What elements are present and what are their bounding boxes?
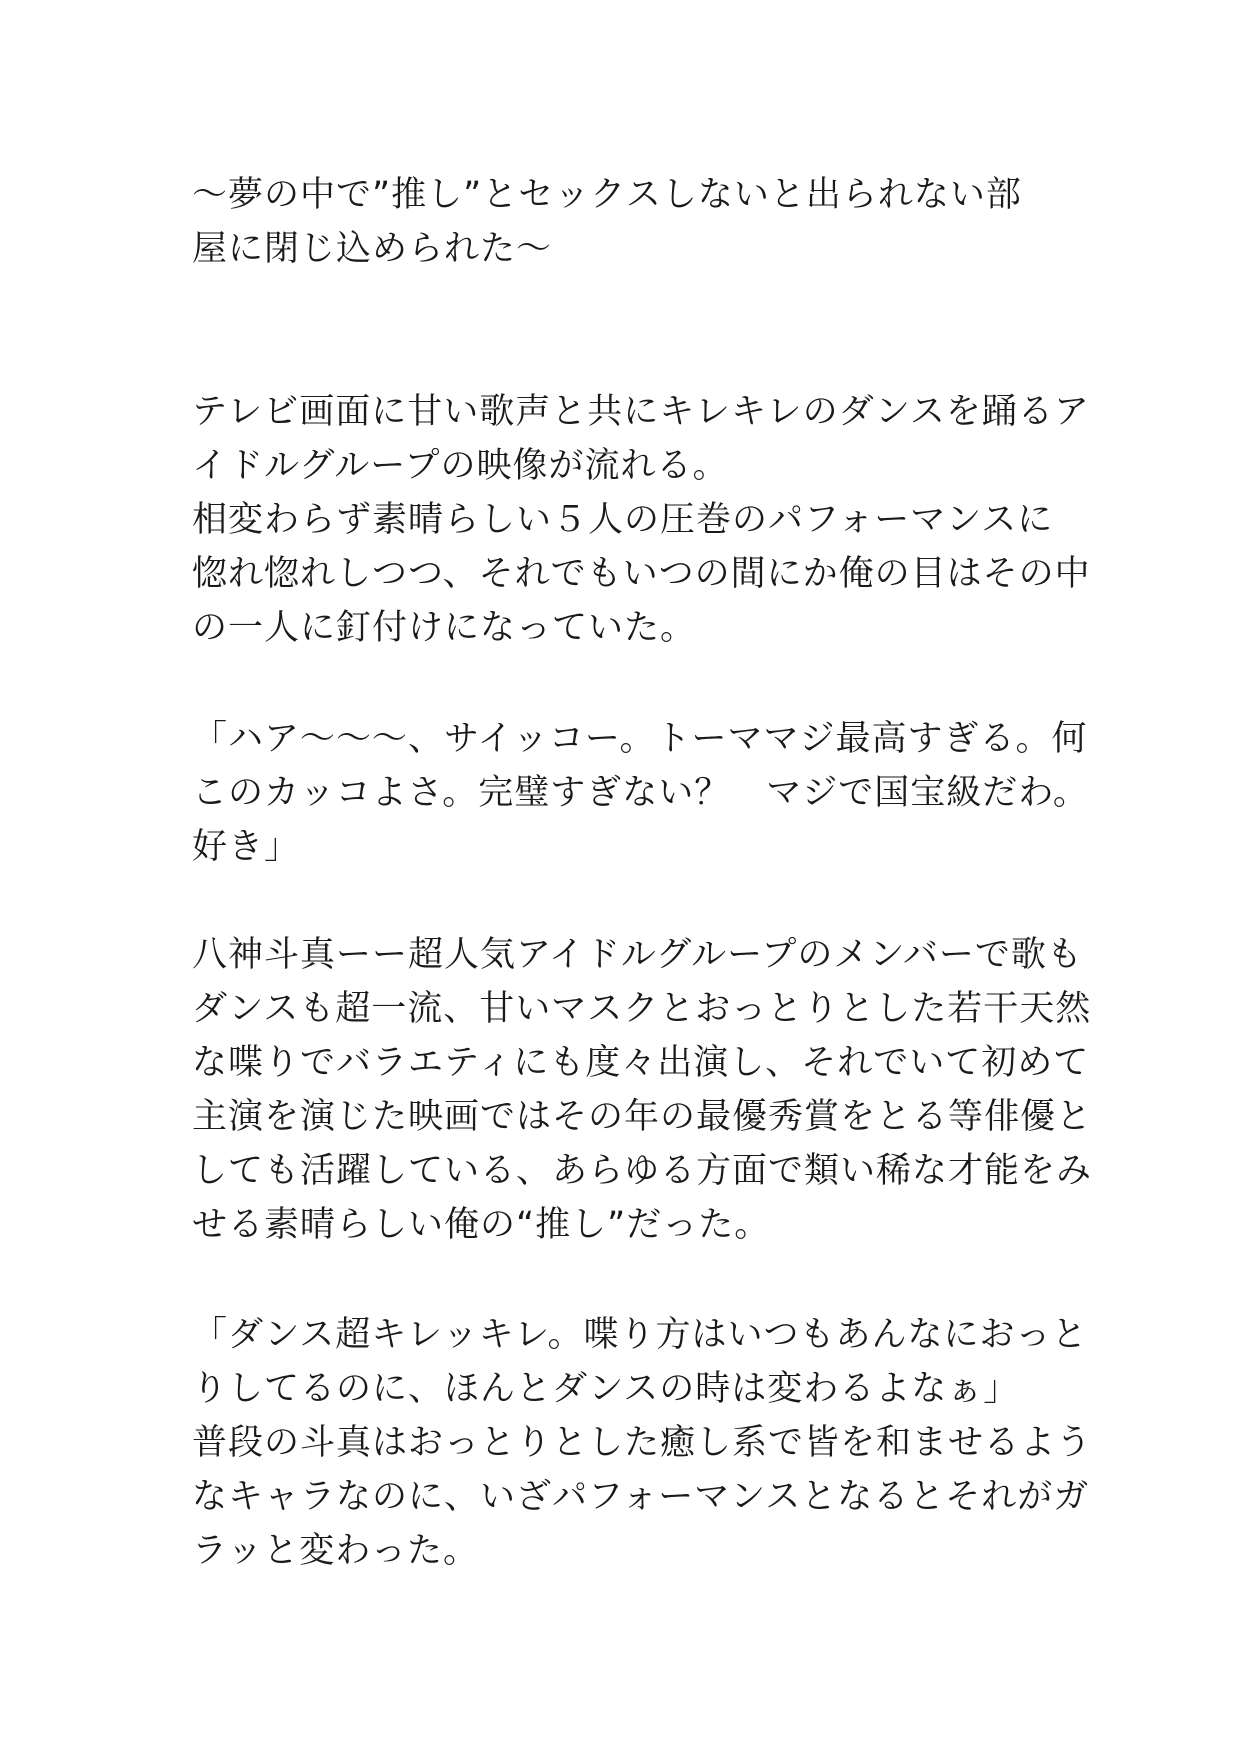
text-line: りしてるのに、ほんとダンスの時は変わるよなぁ」 <box>192 1369 1020 1409</box>
text-line: 主演を演じた映画ではその年の最優秀賞をとる等俳優と <box>192 1097 1093 1137</box>
paragraph <box>192 928 1093 1252</box>
text-line: 相変わらず素晴らしい５人の圧巻のパフォーマンスに <box>192 500 1054 540</box>
text-line: の一人に釘付けになっていた。 <box>192 608 697 648</box>
paragraph <box>192 712 1089 874</box>
text-line: このカッコよさ。完璧すぎない？ マジで国宝級だわ。 <box>192 773 1089 813</box>
text-line: せる素晴らしい俺の“推し”だった。 <box>192 1205 771 1245</box>
story-title <box>192 168 1072 276</box>
text-line: テレビ画面に甘い歌声と共にキレキレのダンスを踊るア <box>192 392 1090 432</box>
paragraph <box>192 1308 1093 1578</box>
text-line: なキャラなのに、いざパフォーマンスとなるとそれがガ <box>192 1477 1090 1517</box>
text-line: ラッと変わった。 <box>192 1531 479 1571</box>
title-line: 〜夢の中で”推し”とセックスしないと出られない部 <box>192 175 1022 215</box>
title-line: 屋に閉じ込められた〜 <box>192 229 553 269</box>
text-line: 八神斗真ーー超人気アイドルグループのメンバーで歌も <box>192 935 1083 975</box>
text-line: 「ダンス超キレッキレ。喋り方はいつもあんなにおっと <box>192 1315 1088 1355</box>
text-line: イドルグループの映像が流れる。 <box>192 446 729 486</box>
text-line: 「ハア〜〜〜、サイッコー。トーママジ最高すぎる。何 <box>192 719 1088 759</box>
text-line: 好き」 <box>192 827 301 867</box>
text-line: 惚れ惚れしつつ、それでもいつの間にか俺の目はその中 <box>192 554 1091 594</box>
text-line: ダンスも超一流、甘いマスクとおっとりとした若干天然 <box>192 989 1092 1029</box>
paragraph <box>192 385 1091 655</box>
text-line: しても活躍している、あらゆる方面で類い稀な才能をみ <box>192 1151 1093 1191</box>
text-line: 普段の斗真はおっとりとした癒し系で皆を和ませるよう <box>192 1423 1093 1463</box>
text-line: な喋りでバラエティにも度々出演し、それでいて初めて <box>192 1043 1090 1083</box>
